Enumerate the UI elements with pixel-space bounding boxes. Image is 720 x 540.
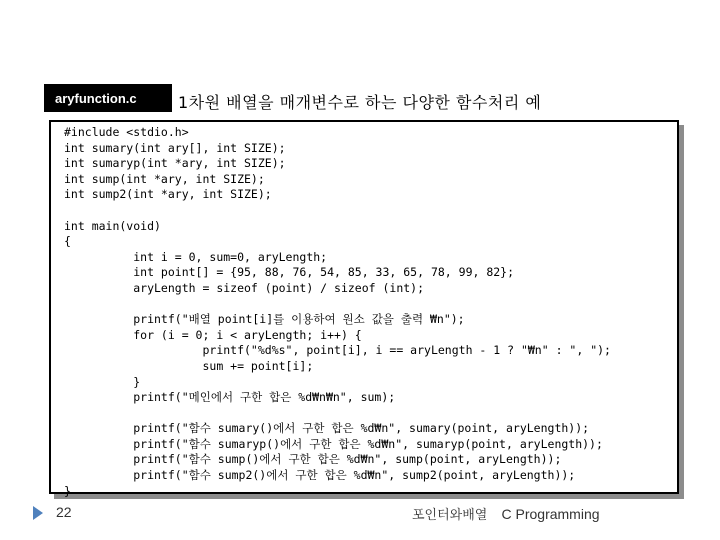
code-line: printf("%d%s", point[i], i == aryLength - 1 ? "₩n" : ", "); bbox=[64, 343, 611, 358]
footer-title-korean: 포인터와배열 bbox=[412, 508, 488, 523]
code-line: } bbox=[64, 483, 71, 498]
code-line: aryLength = sizeof (point) / sizeof (int); bbox=[64, 280, 425, 295]
footer-title bbox=[412, 504, 600, 523]
code-line: int sumaryp(int *ary, int SIZE); bbox=[64, 156, 286, 171]
code-line: int sump2(int *ary, int SIZE); bbox=[64, 187, 272, 202]
slide-marker-arrow-icon bbox=[33, 506, 43, 520]
code-line: printf("배열 point[i]를 이용하여 원소 값을 출력 ₩n"); bbox=[64, 312, 465, 327]
code-line: { bbox=[64, 234, 71, 249]
code-line: printf("함수 sump2()에서 구한 합은 %d₩n", sump2(point, aryLength)); bbox=[64, 468, 576, 483]
code-line: int point[] = {95, 88, 76, 54, 85, 33, 65, 78, 99, 82}; bbox=[64, 265, 515, 280]
footer-title-english: C Programming bbox=[501, 506, 600, 522]
code-line: int main(void) bbox=[64, 218, 161, 233]
code-line bbox=[64, 203, 611, 219]
code-line: int i = 0, sum=0, aryLength; bbox=[64, 249, 328, 264]
slide-title: 1차원 배열을 매개변수로 하는 다양한 함수처리 예 bbox=[178, 93, 542, 112]
file-name-label: aryfunction.c bbox=[55, 90, 137, 106]
code-line bbox=[64, 297, 611, 313]
file-name-tab bbox=[44, 84, 172, 112]
code-line: } bbox=[64, 374, 141, 389]
code-line bbox=[64, 406, 611, 422]
code-line: for (i = 0; i < aryLength; i++) { bbox=[64, 327, 362, 342]
code-line: printf("함수 sumaryp()에서 구한 합은 %d₩n", sumaryp(point, aryLength)); bbox=[64, 436, 603, 451]
code-line: printf("메인에서 구한 합은 %d₩n₩n", sum); bbox=[64, 390, 396, 405]
code-line: int sump(int *ary, int SIZE); bbox=[64, 171, 265, 186]
code-line: sum += point[i]; bbox=[64, 358, 314, 373]
code-line: printf("함수 sumary()에서 구한 합은 %d₩n", sumary(point, aryLength)); bbox=[64, 421, 590, 436]
code-listing bbox=[64, 125, 611, 499]
code-line: #include <stdio.h> bbox=[64, 125, 189, 139]
code-line: int sumary(int ary[], int SIZE); bbox=[64, 140, 286, 155]
page-number: 22 bbox=[56, 504, 72, 520]
code-line: printf("함수 sump()에서 구한 합은 %d₩n", sump(point, aryLength)); bbox=[64, 452, 562, 467]
